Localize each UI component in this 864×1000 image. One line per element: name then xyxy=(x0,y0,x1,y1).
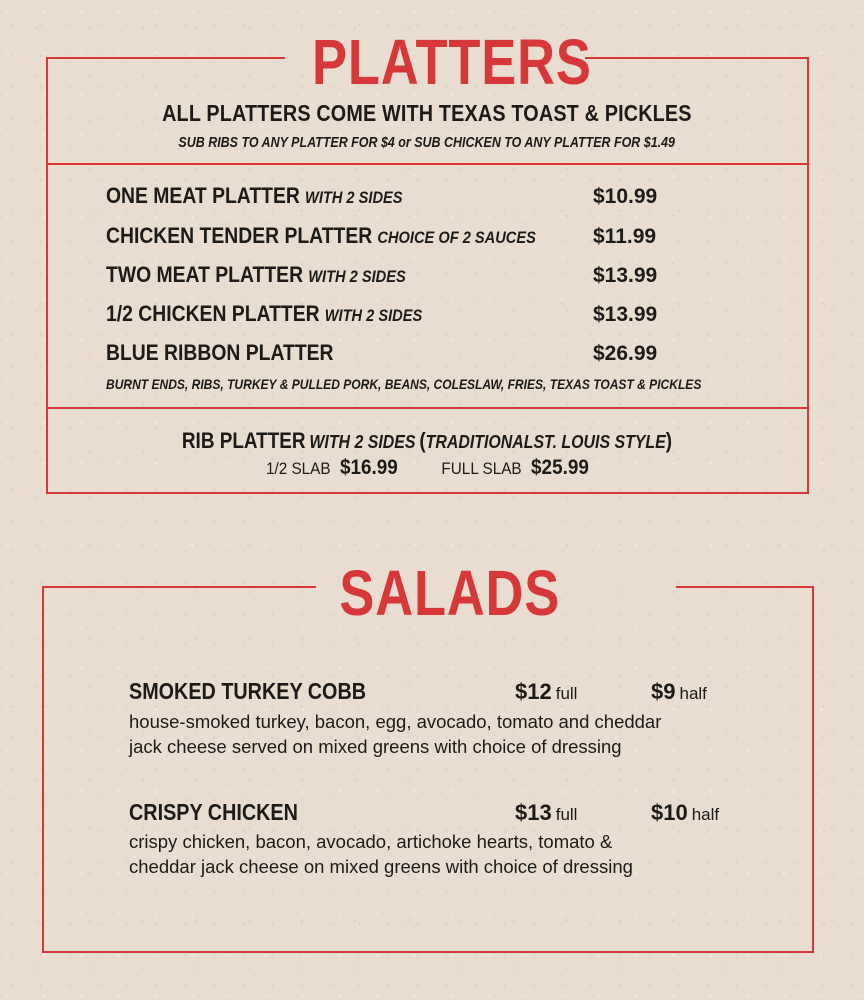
salad-half-price-unit: half xyxy=(679,684,707,703)
rib-platter-note: WITH 2 SIDES xyxy=(309,431,416,452)
platters-sub-note-text: SUB RIBS TO ANY PLATTER FOR $4 or SUB CHICKEN TO ANY PLATTER FOR $1.49 xyxy=(178,135,676,151)
platter-item-name: 1/2 CHICKEN PLATTER xyxy=(106,301,320,326)
platters-divider-top xyxy=(46,163,809,165)
salad-half-price xyxy=(651,800,719,826)
blue-ribbon-description xyxy=(106,376,798,392)
salads-frame xyxy=(42,586,814,953)
platters-headline-text: ALL PLATTERS COME WITH TEXAS TOAST & PICKLES xyxy=(162,100,692,126)
salad-full-price-unit: full xyxy=(555,805,578,824)
platter-item-name: CHICKEN TENDER PLATTER xyxy=(106,223,373,248)
rib-platter-style: TRADITIONALST. LOUIS STYLE xyxy=(425,431,666,452)
platter-item xyxy=(106,301,474,331)
salad-full-price xyxy=(515,679,577,705)
platters-divider-bottom xyxy=(46,407,809,409)
rib-platter-paren-open: ( xyxy=(419,428,426,453)
platter-item-price: $13.99 xyxy=(593,264,658,287)
blue-ribbon-description-text: BURNT ENDS, RIBS, TURKEY & PULLED PORK, BEANS, COLESLAW, FRIES, TEXAS TOAST & PICKLES xyxy=(106,376,702,392)
salad-item-description-line: crispy chicken, bacon, avocado, artichoke hearts, tomato & xyxy=(129,831,613,852)
salad-item-name: CRISPY CHICKEN xyxy=(129,799,298,825)
platter-item-name: ONE MEAT PLATTER xyxy=(106,183,300,208)
platter-item-note: WITH 2 SIDES xyxy=(305,188,403,207)
salad-item-description xyxy=(129,829,769,879)
salad-half-price xyxy=(651,679,707,705)
salad-item-name: SMOKED TURKEY COBB xyxy=(129,678,367,704)
salad-full-price-value: $13 xyxy=(515,800,552,825)
platter-item xyxy=(106,223,606,253)
platters-headline xyxy=(46,100,808,127)
platter-item-price: $10.99 xyxy=(593,185,658,208)
platter-item xyxy=(106,183,451,213)
full-slab-price: $25.99 xyxy=(530,456,589,479)
half-slab-label: 1/2 SLAB xyxy=(265,459,331,478)
salad-item-description-line: jack cheese served on mixed greens with choice of dressing xyxy=(129,736,622,757)
platter-item xyxy=(106,340,371,370)
platter-item-note: CHOICE OF 2 SAUCES xyxy=(377,228,536,247)
platter-item-note: WITH 2 SIDES xyxy=(324,306,423,325)
platter-item-price: $11.99 xyxy=(593,225,657,248)
rib-platter-paren-close: ) xyxy=(665,428,673,453)
salad-full-price-value: $12 xyxy=(515,679,552,704)
salad-half-price-value: $10 xyxy=(651,800,688,825)
salad-full-price-unit: full xyxy=(555,684,578,703)
salad-item-description xyxy=(129,709,769,759)
rib-platter-prices xyxy=(46,456,808,480)
platter-item xyxy=(106,262,455,292)
salad-half-price-unit: half xyxy=(691,805,720,824)
salad-half-price-value: $9 xyxy=(651,679,676,704)
salad-full-price xyxy=(515,800,577,826)
platter-item-name: BLUE RIBBON PLATTER xyxy=(106,340,334,365)
full-slab-label: FULL SLAB xyxy=(441,459,522,478)
platter-item-price: $26.99 xyxy=(593,342,658,365)
rib-platter-heading xyxy=(46,428,808,454)
platter-item-note: WITH 2 SIDES xyxy=(308,267,406,286)
half-slab-price: $16.99 xyxy=(339,456,398,479)
platter-item-name: TWO MEAT PLATTER xyxy=(106,262,304,287)
salads-title: SALADS xyxy=(339,557,561,629)
rib-platter-name: RIB PLATTER xyxy=(181,428,306,453)
platters-title: PLATTERS xyxy=(312,26,592,98)
platters-sub-note xyxy=(46,135,808,151)
platter-item-price: $13.99 xyxy=(593,303,658,326)
salad-item-description-line: house-smoked turkey, bacon, egg, avocado, tomato and cheddar xyxy=(129,711,662,732)
salad-item-description-line: cheddar jack cheese on mixed greens with choice of dressing xyxy=(129,856,633,877)
